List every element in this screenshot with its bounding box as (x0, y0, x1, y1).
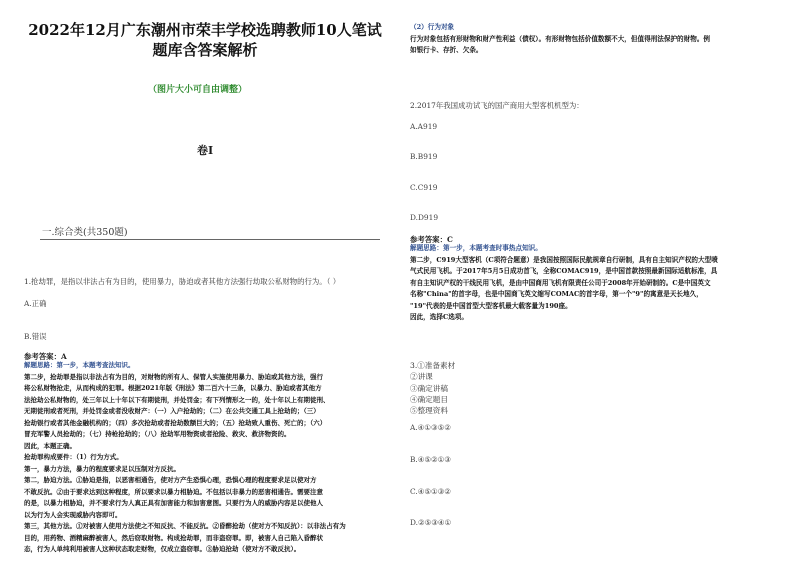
explanation-line: 以为行为人会实现威胁内容即可。 (24, 510, 122, 519)
explanation-line: 第二步，抢劫罪是指以非法占有为目的，对财物的所有人、保管人实施使用暴力、胁迫或其他方法，强行 (24, 372, 323, 381)
explanation-line: 第二，胁迫方法。①胁迫是指，以恶害相通告，使对方产生恐惧心理，恐惧心理的程度要求足以使对方 (24, 476, 317, 484)
question-2-option-d: D.D919 (410, 213, 439, 222)
explanation-line: 解题思路：第一步，本题考查时事热点知识。 (410, 244, 542, 252)
explanation-line: 第三，其他方法。①对被害人使用方法使之不知反抗、不能反抗。②昏醉抢劫（使对方不知反抗）：以非法占有为 (24, 522, 346, 530)
question-1-stem: 1.抢劫罪，是指以非法占有为目的，使用暴力，胁迫或者其他方法强行劫取公私财物的行为。（ ） (24, 277, 341, 286)
question-2-option-b: B.B919 (410, 152, 438, 161)
explanation-line: 抢劫罪构成要件：（1）行为方式。 (24, 453, 123, 461)
explanation-line: 法抢劫公私财物的，处三年以上十年以下有期徒刑，并处罚金；有下列情形之一的，处十年以上有期徒刑、 (24, 395, 330, 404)
offense-object-label: （2）行为对象 (410, 23, 455, 31)
material-item: ②讲课 (410, 372, 433, 382)
explanation-line: 的是，以暴力相胁迫，并不要求行为人真正具有加害能力和加害意图。只要行为人的威胁内容足以使他人 (24, 499, 323, 507)
image-size-note: （图片大小可自由调整） (148, 85, 248, 95)
explanation-line: 第一，暴力方法，暴力的程度要求足以压制对方反抗。 (24, 464, 180, 473)
material-item: ③确定讲稿 (410, 383, 448, 393)
explanation-line: 气式民用飞机。于2017年5月5日成功首飞，全称COMAC919，是中国首款按照最新国际适航标准，具 (410, 267, 718, 275)
offense-object-line: 如银行卡、存折、欠条。 (410, 46, 483, 54)
explanation-line: 不敢反抗。②由于要求达到这种程度，所以要求以暴力相胁迫。不包括以非暴力的恶害相通告。需要注意 (24, 487, 323, 496)
question-3-option-c: C.④⑤①③② (410, 487, 451, 496)
explanation-line: 无期徒刑或者死刑，并处罚金或者没收财产：（一）入户抢劫的；（二）在公共交通工具上抢劫的；（三） (24, 407, 320, 415)
offense-object-block (410, 22, 790, 57)
section-divider (40, 239, 380, 240)
explanation-line: 态，行为人单纯利用被害人这种状态取走财物，仅成立盗窃罪。③胁迫抢劫（使对方不敢反抗）。 (24, 545, 301, 553)
question-1-answer: 参考答案：A (24, 352, 67, 361)
question-3-option-a: A.④①③⑤② (410, 423, 451, 432)
explanation-line: 有自主知识产权的干线民用飞机，是由中国商用飞机有限责任公司于2008年开始研制的。C是中国英文 (410, 278, 711, 287)
question-1-option-a: A.正确 (24, 299, 47, 308)
explanation-line: 解题思路：第一步，本题考查法知识。 (24, 361, 135, 369)
question-1-option-b: B.错误 (24, 332, 47, 341)
question-3-option-b: B.④⑤②①③ (410, 455, 451, 464)
material-item: 3.①准备素材 (410, 361, 456, 370)
document-title (20, 20, 390, 60)
question-1-explanation (24, 360, 396, 556)
volume-label: 卷I (197, 144, 214, 157)
question-3-option-d: D.②⑤③④① (410, 518, 452, 527)
question-3-materials (410, 360, 455, 416)
explanation-line: 因此，本题正确。 (24, 441, 76, 450)
explanation-line: 目的，用药物、酒精麻醉被害人，然后窃取财物。构成抢劫罪，而非盗窃罪。即，被害人自己陷入昏醉状 (24, 533, 323, 542)
section-heading: 一.综合类(共350题) (42, 227, 128, 238)
material-item: ④确定题目 (410, 394, 448, 404)
explanation-line: 第二步，C919大型客机（C项符合题意）是我国按照国际民航规章自行研制，具有自主知识产权的大型喷 (410, 255, 718, 264)
explanation-line: 将公私财物抢走，从而构成的犯罪。根据2021年版《刑法》第二百六十三条，以暴力、胁迫或者其他方 (24, 384, 322, 392)
explanation-line: 冒充军警人员抢劫的；（七）持枪抢劫的；（八）抢劫军用物资或者抢险、救灾、救济物资的。 (24, 430, 291, 438)
question-2-option-c: C.C919 (410, 183, 438, 192)
question-2-option-a: A.A919 (410, 122, 438, 131)
explanation-line: 因此，选择C选项。 (410, 313, 468, 321)
question-2-explanation (410, 243, 790, 324)
title-line-1: 2022年12月广东潮州市荣丰学校选聘教师10人笔试 (28, 21, 382, 39)
explanation-line: 抢劫银行或者其他金融机构的；（四）多次抢劫或者抢劫数额巨大的；（五）抢劫致人重伤、死亡的；（六） (24, 418, 327, 427)
material-item: ⑤整理资料 (410, 406, 448, 416)
question-2-answer: 参考答案：C (410, 235, 453, 244)
offense-object-line: 行为对象包括有形财物和财产性利益（债权）。有形财物包括价值数额不大，但值得刑法保护的财物。例 (410, 34, 711, 43)
title-line-2: 题库含答案解析 (152, 41, 258, 59)
question-2-stem: 2.2017年我国成功试飞的国产商用大型客机机型为： (410, 101, 584, 110)
explanation-line: "19"代表的是中国首型大型客机最大载客量为190座。 (410, 301, 572, 310)
explanation-line: 名称"China"的首字母，也是中国商飞英文缩写COMAC的首字母，第一个"9"的寓意是天长地久， (410, 290, 703, 298)
